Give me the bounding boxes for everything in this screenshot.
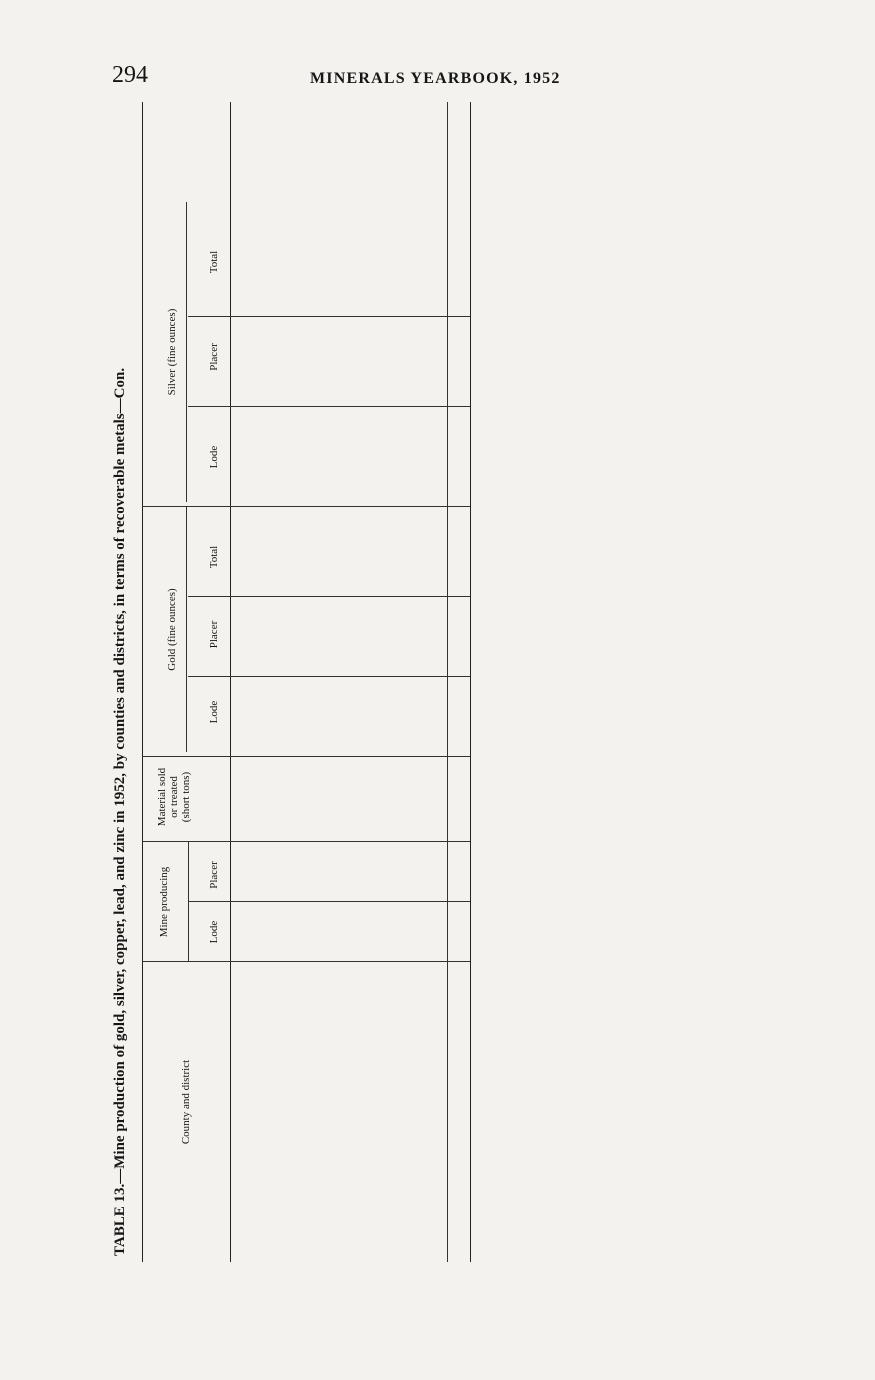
table-caption: TABLE 13.—Mine production of gold, silver, copper, lead, and zinc in 1952, by counties and districts, in terms of recoverable metals—Con. xyxy=(112,367,128,1256)
rule-8 xyxy=(188,406,470,407)
header-mines: Mine producing xyxy=(158,842,189,962)
rule-6 xyxy=(188,596,470,597)
running-head: MINERALS YEARBOOK, 1952 xyxy=(310,70,561,87)
header-gold-placer: Placer xyxy=(208,620,220,649)
header-top-rule xyxy=(142,102,143,1262)
header-silver-placer: Placer xyxy=(208,343,220,371)
rotated-table xyxy=(112,82,497,1262)
header-bottom-rule xyxy=(230,102,231,1262)
rule-7 xyxy=(142,506,470,507)
header-gold: Gold (fine ounces) xyxy=(166,507,187,752)
header-mines-placer: Placer xyxy=(208,861,220,889)
rule-2 xyxy=(188,901,470,902)
rule-1 xyxy=(142,961,470,962)
header-silver-lode: Lode xyxy=(208,445,220,469)
page-number: 294 xyxy=(112,62,148,88)
rule-9 xyxy=(188,316,470,317)
total-rule xyxy=(447,102,448,1262)
header-mines-lode: Lode xyxy=(208,920,220,944)
rule-4 xyxy=(142,756,470,757)
header-county: County and district xyxy=(180,1059,192,1145)
header-silver: Silver (fine ounces) xyxy=(166,202,187,502)
header-gold-lode: Lode xyxy=(208,700,220,724)
header-silver-total: Total xyxy=(208,250,220,274)
header-material: Material sold or treated (short tons) xyxy=(156,767,192,827)
rule-3 xyxy=(142,841,470,842)
header-gold-total: Total xyxy=(208,545,220,569)
rule-5 xyxy=(188,676,470,677)
bottom-rule xyxy=(470,102,471,1262)
